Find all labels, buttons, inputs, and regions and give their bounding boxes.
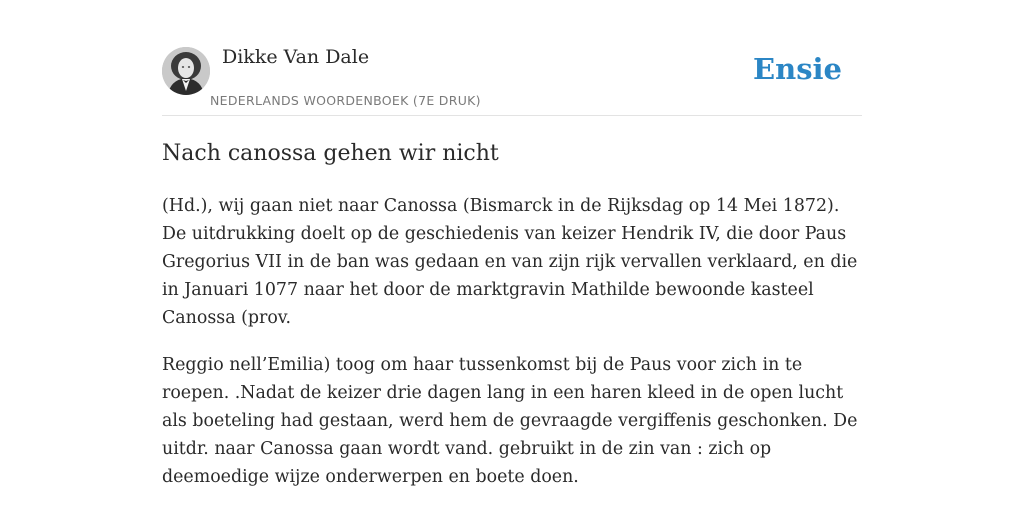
entry-paragraph: Reggio nell’Emilia) toog om haar tussenkomst bij de Paus voor zich in te roepen. .Nadat de keizer drie dagen lang in een haren kleed in de open lucht als boeteling had gestaan, werd hem de gevraagde vergiffenis geschonken. De uitdr. naar Canossa gaan wordt vand. gebruikt in de zin van : zich op deemoedige wijze onderwerpen en boete doen. bbox=[162, 355, 858, 487]
source-label[interactable]: NEDERLANDS WOORDENBOEK (7E DRUK) bbox=[210, 93, 481, 108]
entry-paragraph: (Hd.), wij gaan niet naar Canossa (Bismarck in de Rijksdag op 14 Mei 1872). De uitdrukking doelt op de geschiedenis van keizer Hendrik IV, die door Paus Gregorius VII in de ban was gedaan en van zijn rijk vervallen verklaard, en die in Januari 1077 naar het door de marktgravin Mathilde bewoonde kasteel Canossa (prov. bbox=[162, 196, 858, 328]
entry-title: Nach canossa gehen wir nicht bbox=[162, 141, 499, 166]
ensie-logo[interactable]: Ensie bbox=[753, 52, 842, 86]
entry-card bbox=[162, 0, 862, 512]
entry-body bbox=[162, 192, 862, 510]
author-portrait-icon bbox=[162, 47, 210, 95]
author-avatar[interactable] bbox=[162, 47, 210, 95]
author-name[interactable]: Dikke Van Dale bbox=[222, 46, 370, 68]
entry-header bbox=[162, 0, 862, 116]
